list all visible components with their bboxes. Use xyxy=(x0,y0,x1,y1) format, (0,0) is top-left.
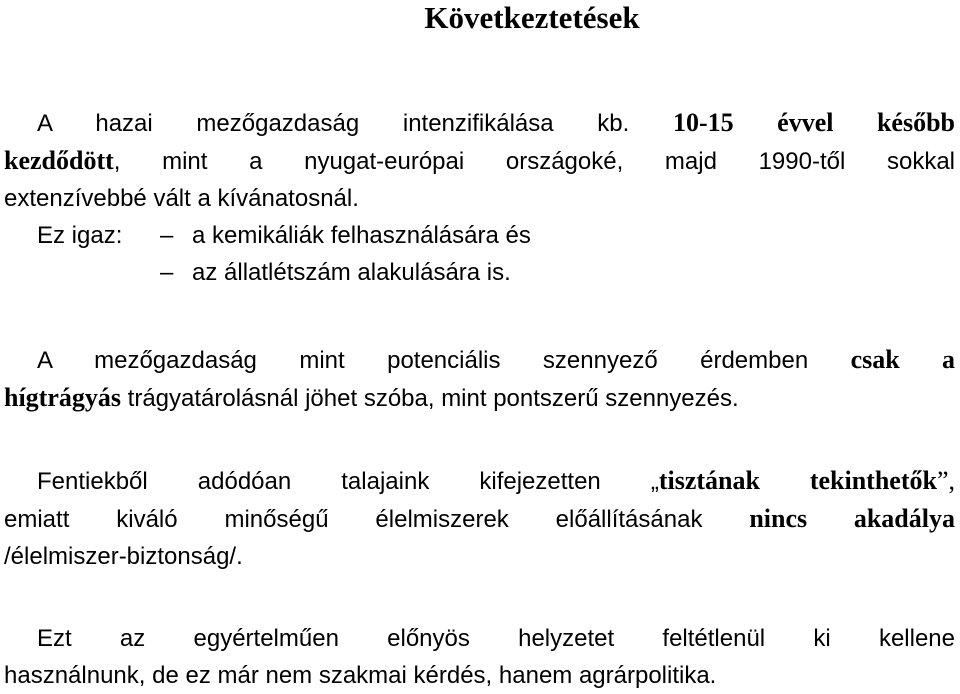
text-segment: trágyatárolásnál jöhet szóba, mint pontszerű szennyezés. xyxy=(121,385,739,412)
page-title: Következtetések xyxy=(424,0,640,35)
paragraph-conclusion xyxy=(4,620,955,694)
text-segment: emiatt kiváló minőségű élelmiszerek előállításának xyxy=(4,506,750,533)
paragraph-line: extenzívebbé vált a kívánatosnál. xyxy=(4,185,359,212)
paragraph-line xyxy=(4,462,955,500)
paragraph-pollution xyxy=(4,341,955,417)
bullet-item xyxy=(160,254,511,291)
bold-text: csak a xyxy=(850,345,955,374)
paragraph-line xyxy=(4,104,955,142)
bold-text: nincs akadálya xyxy=(749,504,955,533)
bold-text: 10-15 évvel később xyxy=(672,108,956,137)
paragraph-line: használnunk, de ez már nem szakmai kérdés, hanem agrárpolitika. xyxy=(4,662,717,689)
bullet-text: a kemikáliák felhasználására és xyxy=(192,222,531,249)
paragraph-line xyxy=(4,379,955,417)
paragraph-line xyxy=(4,142,955,180)
bold-text: tisztának tekinthetők xyxy=(658,466,937,495)
paragraph-soils xyxy=(4,462,955,575)
paragraph-line: Ezt az egyértelműen előnyös helyzetet feltétlenül ki kellene xyxy=(37,625,955,652)
paragraph-intensification xyxy=(4,104,955,217)
text-segment: Fentiekből adódóan talajaink kifejezetten „ xyxy=(37,468,659,495)
paragraph-line xyxy=(4,341,955,379)
paragraph-line: /élelmiszer-biztonság/. xyxy=(4,543,243,570)
text-segment: ”, xyxy=(936,466,955,495)
dash-bullet: – xyxy=(160,222,174,249)
bold-text: hígtrágyás xyxy=(4,383,121,412)
text-segment: A hazai mezőgazdaság intenzifikálása kb. xyxy=(37,110,673,137)
bold-text: kezdődött xyxy=(4,146,114,175)
text-segment: A mezőgazdaság mint potenciális szennyező érdemben xyxy=(37,347,851,374)
text-segment: , mint a nyugat-európai országoké, majd 1990-től sokkal xyxy=(113,148,955,175)
bullet-item xyxy=(160,217,531,254)
bullet-text: az állatlétszám alakulására is. xyxy=(192,259,511,286)
ez-igaz-label: Ez igaz: xyxy=(37,222,123,249)
dash-bullet: – xyxy=(160,259,174,286)
paragraph-line xyxy=(4,500,955,538)
